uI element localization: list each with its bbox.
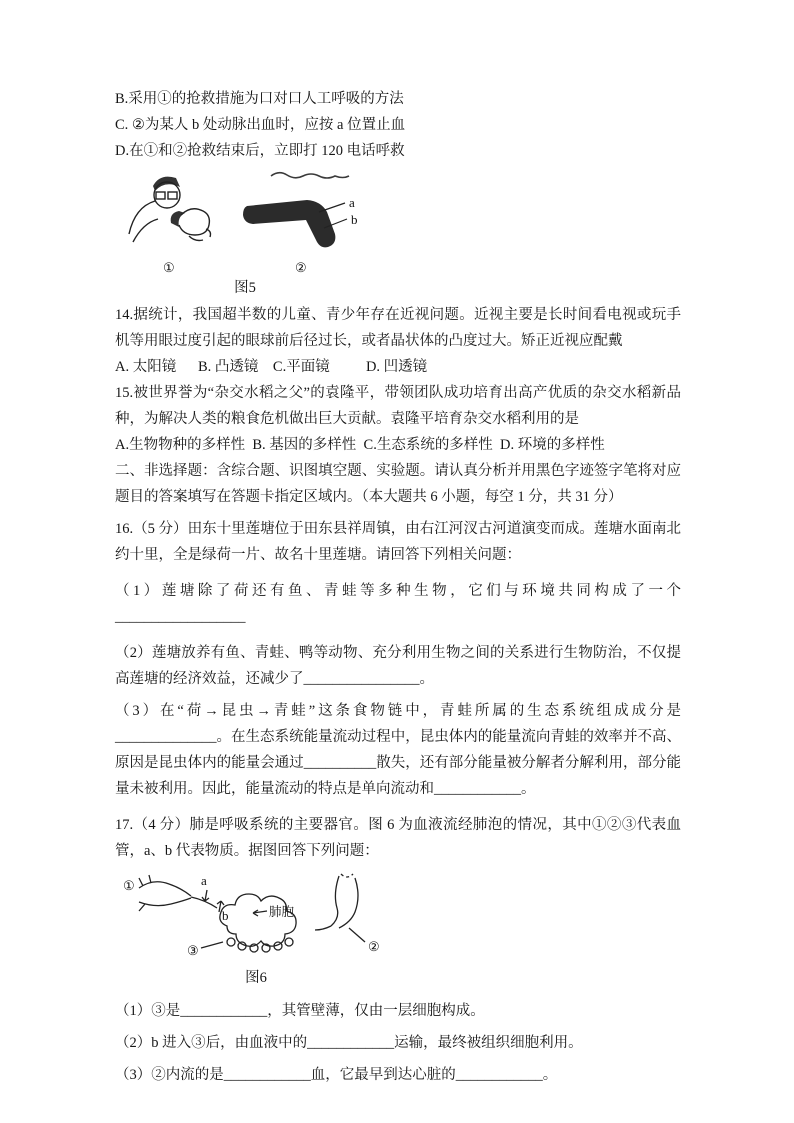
capillary-bead bbox=[227, 938, 235, 946]
patient-face bbox=[179, 209, 209, 235]
alveolus-label: 肺胞 bbox=[269, 905, 295, 919]
capillary-bead bbox=[238, 942, 246, 950]
pulmonary-vessel-upper-branch bbox=[139, 882, 191, 896]
glasses-right-lens bbox=[168, 192, 177, 199]
fig6-number-2: ② bbox=[368, 939, 380, 954]
fig6-label-b: b bbox=[222, 908, 229, 923]
q17-stem: 17.（4 分）肺是呼吸系统的主要器官。图 6 为血液流经肺泡的情况，其中①②③代表血管，a、b 代表物质。据图回答下列问题： bbox=[115, 817, 681, 859]
fig6-label-a: a bbox=[201, 873, 207, 888]
cpr-sketch bbox=[129, 177, 211, 242]
alveolus-label-arrow bbox=[253, 910, 267, 916]
q16-stem: 16.（5 分）田东十里莲塘位于田东县祥周镇，由右江河汊古河道演变而成。莲塘水面南北约十里，全是绿荷一片、故名十里莲塘。请回答下列相关问题： bbox=[115, 521, 681, 563]
q17-part2: （2）b 进入③后，由血液中的____________运输，最终被组织细胞利用。 bbox=[115, 1035, 583, 1051]
q16-part3: （3）在“荷→昆虫→青蛙”这条食物链中，青蛙所属的生态系统组成成分是______________。在生态系统能量流动过程中，昆虫体内的能量流向青蛙的效率并不高、原因是昆虫体内的能量会通过__________散失，还有部分能量被分解者分解利用，部分能量未被利用。因此，能量流动的特点是单向流动和____________。 bbox=[115, 703, 681, 797]
q13-option-d: D.在①和②抢救结束后，立即打 120 电话呼救 bbox=[115, 143, 405, 159]
capillary-leader bbox=[201, 942, 223, 948]
fig5-number-2: ② bbox=[295, 260, 307, 275]
fig6-number-1: ① bbox=[123, 878, 135, 893]
page-content bbox=[115, 86, 681, 1088]
rescuer-head bbox=[154, 182, 180, 208]
q15-stem: 15.被世界誉为“杂交水稻之父”的袁隆平，带领团队成功培育出高产优质的杂交水稻新品种，为解决人类的粮食危机做出巨大贡献。袁隆平培育杂交水稻利用的是 bbox=[115, 385, 681, 427]
figure-6-illustration bbox=[121, 872, 391, 968]
arm-shape bbox=[243, 200, 335, 247]
vessel-branch-ticks bbox=[139, 875, 151, 911]
right-vessel-right-wall bbox=[339, 878, 358, 928]
q15-options: A.生物物种的多样性 B. 基因的多样性 C.生态系统的多样性 D. 环境的多样性 bbox=[115, 437, 605, 453]
fig5-label-a: a bbox=[349, 195, 355, 210]
glasses-left-lens bbox=[156, 192, 165, 199]
fig5-number-1: ① bbox=[163, 260, 175, 275]
q13-option-b: B.采用①的抢救措施为口对口人工呼吸的方法 bbox=[115, 91, 404, 107]
fig5-label-b: b bbox=[351, 212, 358, 227]
right-vessel-dashes bbox=[341, 874, 353, 877]
capillary-bead bbox=[285, 938, 293, 946]
section2-heading: 二、非选择题：含综合题、识图填空题、实验题。请认真分析并用黑色字迹签字笔将对应题目的答案填写在答题卡指定区域内。（本大题共 6 小题，每空 1 分，共 31 分） bbox=[115, 463, 681, 505]
figure-6 bbox=[121, 872, 391, 988]
alveolus-diagram bbox=[139, 874, 365, 952]
pulmonary-vessel-lower-branch bbox=[139, 898, 191, 906]
substance-a-arrow bbox=[202, 890, 209, 901]
fig6-number-3: ③ bbox=[187, 943, 199, 958]
q14-options: A. 太阳镜 B. 凸透镜 C.平面镜 D. 凹透镜 bbox=[115, 359, 428, 375]
vessel2-leader bbox=[349, 928, 365, 942]
q17-part1: （1）③是____________，其管壁薄，仅由一层细胞构成。 bbox=[115, 1003, 485, 1019]
figure-5 bbox=[123, 170, 367, 298]
q16-part1: （1）莲塘除了荷还有鱼、青蛙等多种生物，它们与环境共同构成了一个__________________ bbox=[115, 583, 681, 625]
rescuer-hand bbox=[189, 236, 203, 241]
figure-5-caption: 图5 bbox=[234, 280, 256, 296]
rescuer-hair bbox=[153, 177, 180, 191]
rescuer-arm bbox=[133, 219, 158, 242]
q16-part2: （2）莲塘放养有鱼、青蛙、鸭等动物、充分利用生物之间的关系进行生物防治，不仅提高莲塘的经济效益，还减少了________________。 bbox=[115, 645, 681, 687]
figure-5-illustration bbox=[123, 170, 367, 278]
right-vessel-left-wall bbox=[331, 876, 339, 926]
right-vessel-join bbox=[315, 926, 331, 930]
q17-part3: （3）②内流的是____________血，它最早到达心脏的____________。 bbox=[115, 1067, 558, 1083]
arm-sketch bbox=[243, 200, 347, 247]
scribble-mark bbox=[271, 173, 349, 178]
figure-6-caption: 图6 bbox=[245, 970, 267, 986]
q13-option-c: C. ②为某人 b 处动脉出血时，应按 a 位置止血 bbox=[115, 117, 406, 133]
q14-stem: 14.据统计，我国超半数的儿童、青少年存在近视问题。近视主要是长时间看电视或玩手机等用眼过度引起的眼球前后径过长，或者晶状体的凸度过大。矫正近视应配戴 bbox=[115, 307, 681, 349]
